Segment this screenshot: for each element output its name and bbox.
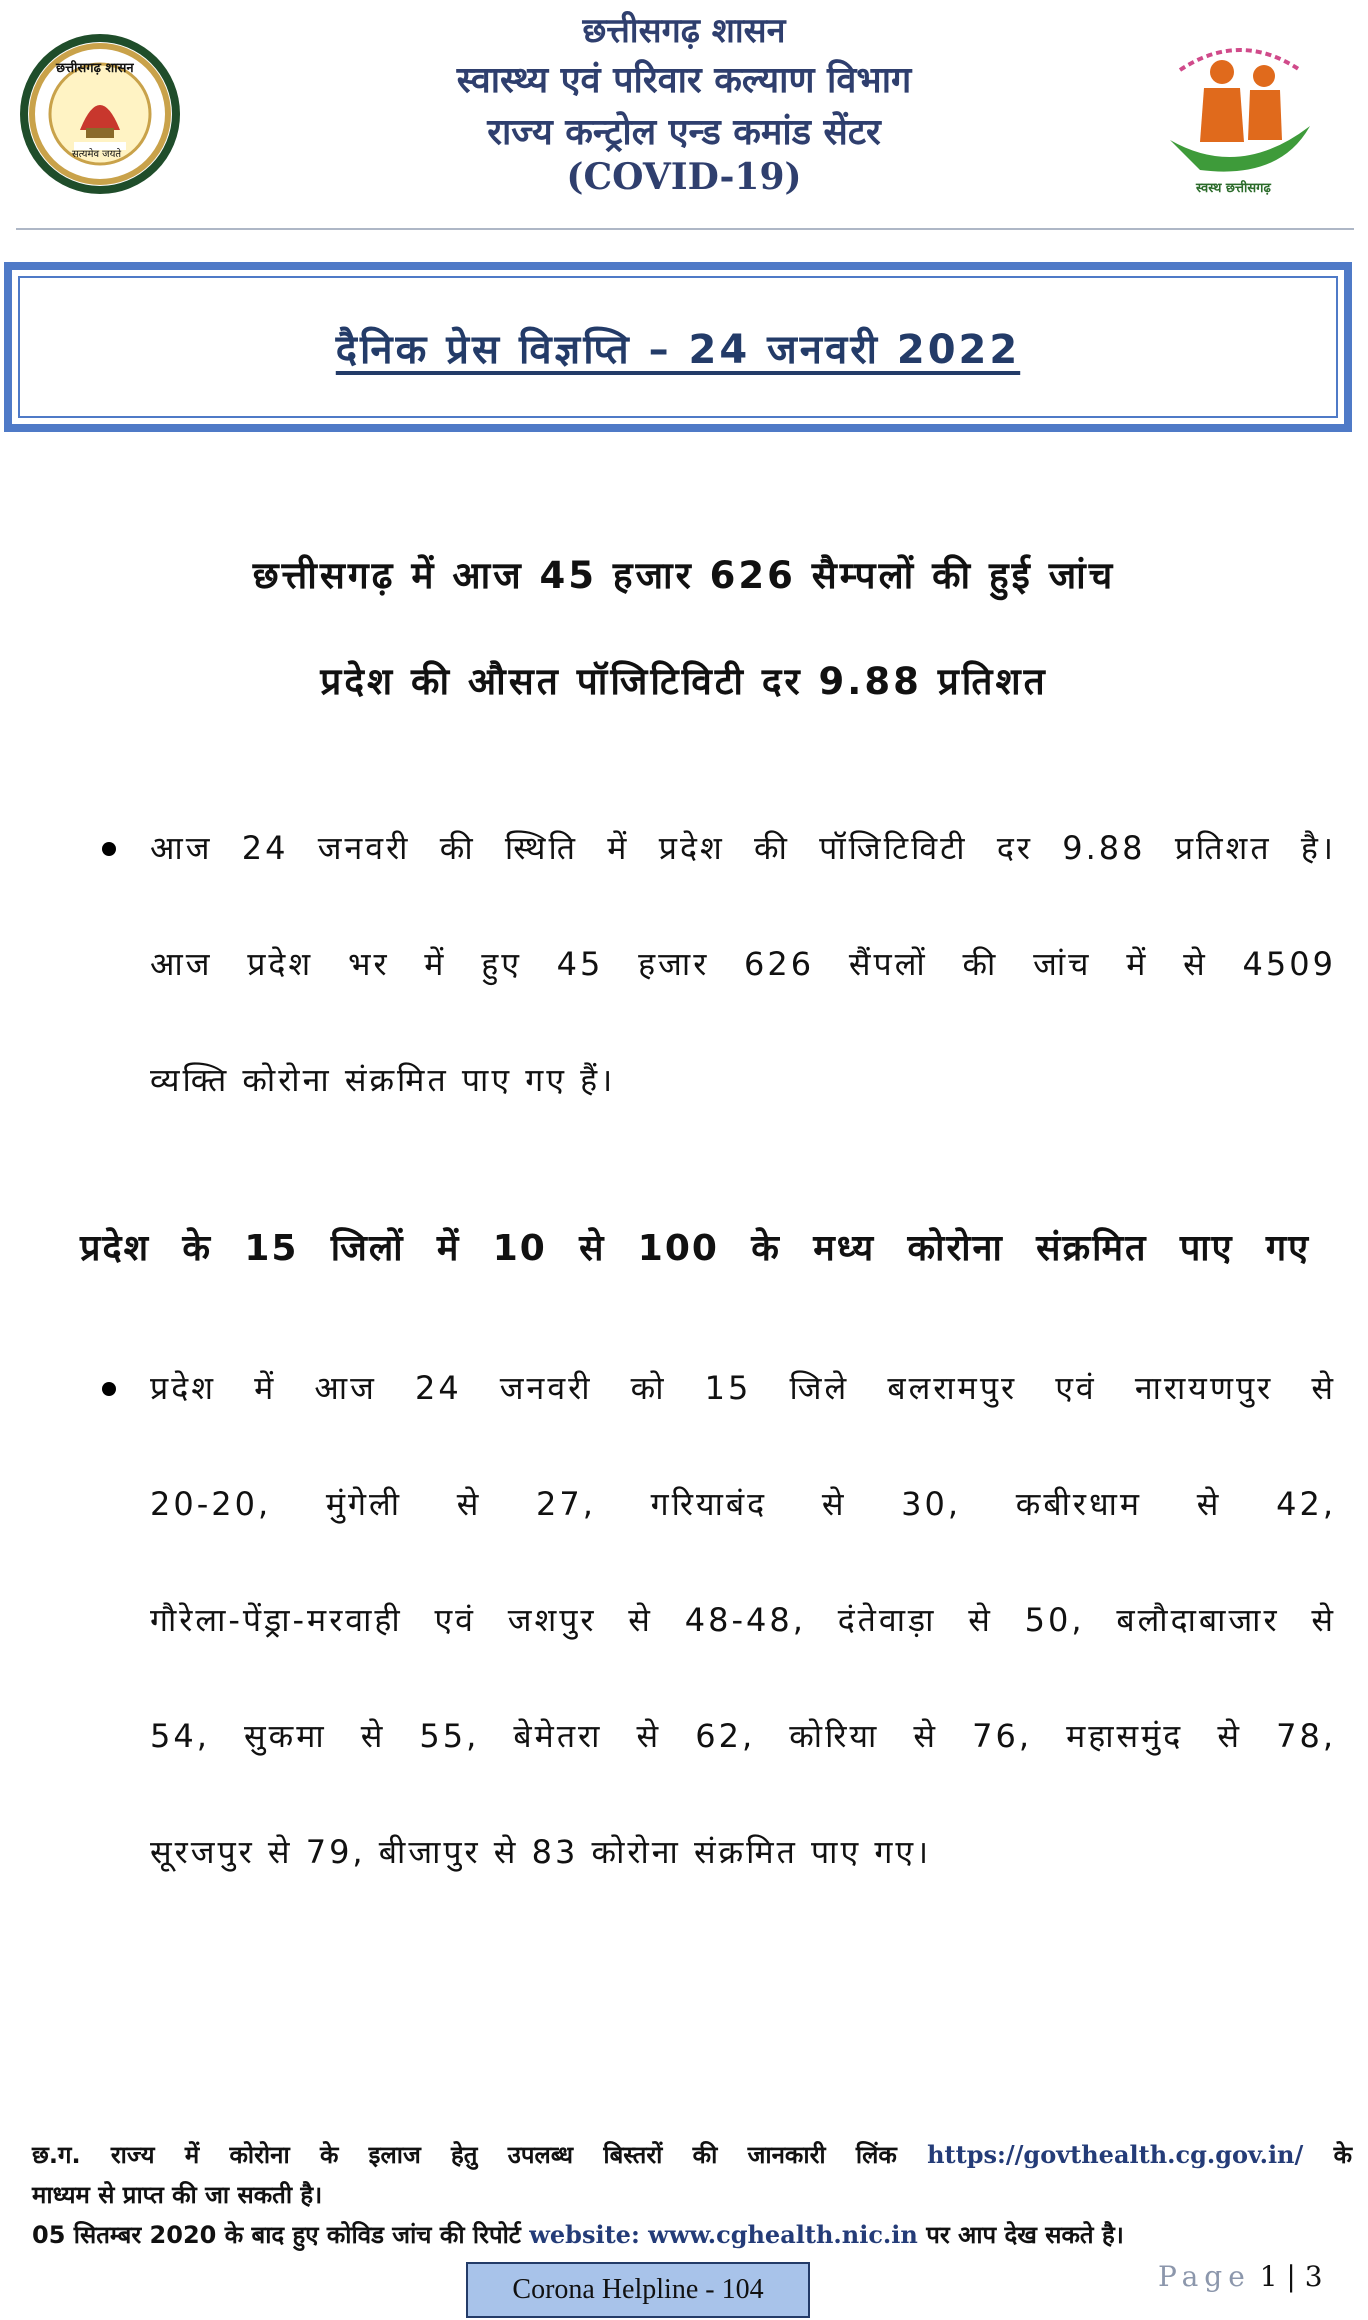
header-divider: [16, 228, 1354, 230]
page-number: Page 1 | 3: [1158, 2260, 1323, 2293]
beds-portal-link[interactable]: https://govthealth.cg.gov.in/: [927, 2140, 1304, 2169]
para2-line: 54, सुकमा से 55, बेमेतरा से 62, कोरिया से 76, महासमुंद से 78,: [150, 1717, 1336, 1755]
para2-line: प्रदेश में आज 24 जनवरी को 15 जिले बलरामपुर एवं नारायणपुर से: [150, 1369, 1336, 1407]
seal-motto: सत्यमेव जयते: [72, 149, 122, 160]
para2-line: गौरेला-पेंड्रा-मरवाही एवं जशपुर से 48-48, दंतेवाड़ा से 50, बलौदाबाजार से: [150, 1601, 1336, 1639]
helpline-box: Corona Helpline - 104: [466, 2262, 810, 2318]
seal-text: छत्तीसगढ़ शासन: [56, 61, 134, 76]
page-word: Page: [1158, 2260, 1251, 2293]
para2-line: 20-20, मुंगेली से 27, गरियाबंद से 30, कबीरधाम से 42,: [150, 1485, 1336, 1523]
header-command-center: राज्य कन्ट्रोल एन्ड कमांड सेंटर: [487, 112, 881, 153]
headline-positivity: प्रदेश की औसत पॉजिटिविटी दर 9.88 प्रतिशत: [320, 660, 1048, 703]
para1-line: आज प्रदेश भर में हुए 45 हजार 626 सैंपलों की जांच में से 4509: [150, 945, 1336, 983]
title-box: [4, 262, 1352, 432]
footer-beds-text: छ.ग. राज्य में कोरोना के इलाज हेतु उपलब्ध बिस्तरों की जानकारी लिंक: [32, 2141, 897, 2169]
page-total: 3: [1304, 2260, 1323, 2293]
para2-line: सूरजपुर से 79, बीजापुर से 83 कोरोना संक्रमित पाए गए।: [150, 1833, 932, 1871]
page-current: 1: [1259, 2260, 1278, 2293]
logo-caption: स्वस्थ छत्तीसगढ़: [1196, 181, 1271, 196]
districts-subheading: प्रदेश के 15 जिलों में 10 से 100 के मध्य कोरोना संक्रमित पाए गए: [80, 1228, 1310, 1269]
footer-report-end: पर आप देख सकते है।: [926, 2221, 1124, 2249]
footer-beds-end: के: [1333, 2141, 1353, 2169]
cghealth-website-link[interactable]: website: www.cghealth.nic.in: [529, 2220, 918, 2249]
swasth-chhattisgarh-logo: [1160, 30, 1320, 200]
header-government: छत्तीसगढ़ शासन: [582, 11, 786, 51]
bullet-icon: [102, 1382, 116, 1396]
headline-samples: छत्तीसगढ़ में आज 45 हजार 626 सैम्पलों की हुई जांच: [252, 554, 1116, 597]
press-release-title: दैनिक प्रेस विज्ञप्ति – 24 जनवरी 2022: [335, 327, 1021, 373]
header-covid: (COVID-19): [566, 156, 802, 198]
footer-report-info: [32, 2218, 1124, 2251]
footer-report-text: 05 सितम्बर 2020 के बाद हुए कोविड जांच की रिपोर्ट: [32, 2221, 521, 2249]
header-department: स्वास्थ्य एवं परिवार कल्याण विभाग: [456, 60, 912, 101]
para1-line: व्यक्ति कोरोना संक्रमित पाए गए हैं।: [150, 1061, 616, 1099]
bullet-icon: [102, 842, 116, 856]
para1-line: आज 24 जनवरी की स्थिति में प्रदेश की पॉजिटिविटी दर 9.88 प्रतिशत है।: [150, 829, 1336, 867]
footer-beds-info-cont: माध्यम से प्राप्त की जा सकती है।: [32, 2181, 323, 2209]
footer-beds-info: [32, 2138, 1352, 2171]
